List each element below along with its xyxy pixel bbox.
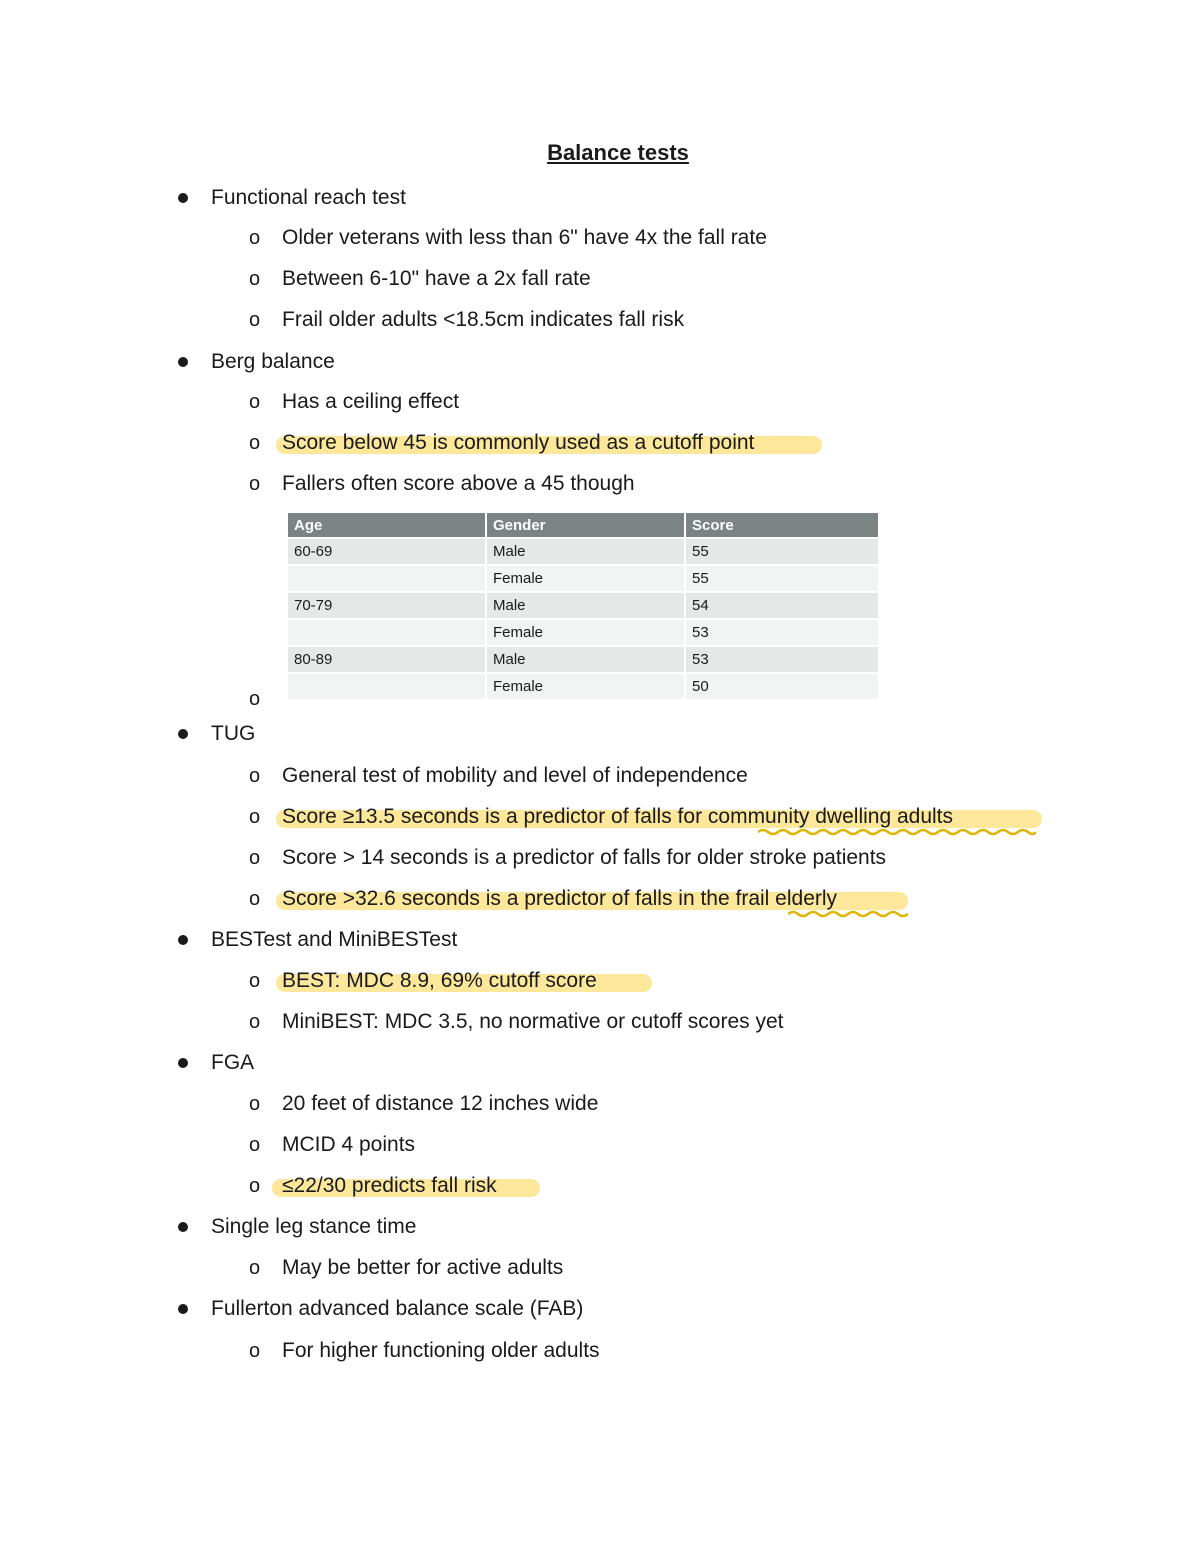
column-header-age: Age [288,513,486,538]
page-title: Balance tests [547,140,689,165]
sub-bullet-icon: o [249,391,261,413]
section-heading-best: BESTest and MiniBESTest [211,928,458,951]
cell-score: 54 [685,592,879,619]
sub-bullet-icon: o [249,888,261,910]
sub-bullet-icon: o [249,432,261,454]
cell-gender: Male [486,592,685,619]
sub-item-highlighted: Score below 45 is commonly used as a cutoff point [282,431,755,454]
sub-bullet-icon: o [249,1011,261,1033]
cell-age [288,619,486,646]
sub-item-highlighted: Score >32.6 seconds is a predictor of falls in the frail elderly [282,887,838,910]
cell-age [288,565,486,592]
column-header-score: Score [685,513,879,538]
cell-gender: Female [486,565,685,592]
bullet-icon [178,357,188,367]
sub-item: May be better for active adults [282,1256,564,1279]
sub-item-highlighted: ≤22/30 predicts fall risk [282,1174,497,1197]
sub-item: Fallers often score above a 45 though [282,472,635,495]
cell-age [288,673,486,699]
cell-gender: Male [486,538,685,565]
sub-bullet-icon: o [249,268,261,290]
table-row [288,592,879,619]
sub-bullet-icon: o [249,1134,261,1156]
cell-score: 55 [685,538,879,565]
bullet-icon [178,729,188,739]
sub-item: General test of mobility and level of independence [282,764,748,787]
bullet-icon [178,193,188,203]
sub-item: MCID 4 points [282,1133,416,1156]
section-heading-fga: FGA [211,1051,255,1074]
cell-gender: Female [486,619,685,646]
table-row [288,619,879,646]
sub-item-highlighted: Score ≥13.5 seconds is a predictor of falls for community dwelling adults [282,805,954,828]
sub-item: Frail older adults <18.5cm indicates fall risk [282,308,685,331]
sub-item: MiniBEST: MDC 3.5, no normative or cutoff scores yet [282,1010,784,1033]
sub-bullet-icon: o [249,473,261,495]
sub-item: Older veterans with less than 6" have 4x the fall rate [282,226,767,249]
cell-score: 53 [685,646,879,673]
section-heading-fab: Fullerton advanced balance scale (FAB) [211,1297,584,1320]
cell-score: 53 [685,619,879,646]
sub-bullet-icon: o [249,765,261,787]
section-heading-frt: Functional reach test [211,186,406,209]
cell-score: 55 [685,565,879,592]
sub-bullet-icon: o [249,1340,261,1362]
sub-bullet-icon: o [249,688,261,710]
cell-gender: Male [486,646,685,673]
sub-bullet-icon: o [249,1175,261,1197]
sub-bullet-icon: o [249,1093,261,1115]
sub-item: 20 feet of distance 12 inches wide [282,1092,599,1115]
table-row [288,538,879,565]
bullet-icon [178,1058,188,1068]
table-row [288,565,879,592]
bullet-icon [178,935,188,945]
section-heading-berg: Berg balance [211,350,335,373]
cell-gender: Female [486,673,685,699]
cell-age: 80-89 [288,646,486,673]
sub-item: Between 6-10" have a 2x fall rate [282,267,591,290]
section-heading-sls: Single leg stance time [211,1215,417,1238]
sub-bullet-icon: o [249,970,261,992]
table-row [288,673,879,699]
cell-age: 60-69 [288,538,486,565]
spellcheck-squiggle-icon [788,910,908,918]
sub-bullet-icon: o [249,309,261,331]
sub-bullet-icon: o [249,847,261,869]
sub-item-highlighted: BEST: MDC 8.9, 69% cutoff score [282,969,597,992]
bullet-icon [178,1304,188,1314]
spellcheck-squiggle-icon [758,828,1036,836]
sub-bullet-icon: o [249,227,261,249]
column-header-gender: Gender [486,513,685,538]
sub-bullet-icon: o [249,806,261,828]
sub-item: For higher functioning older adults [282,1339,600,1362]
sub-item: Score > 14 seconds is a predictor of falls for older stroke patients [282,846,887,869]
table-header-row [288,513,879,538]
cell-score: 50 [685,673,879,699]
cell-age: 70-79 [288,592,486,619]
bullet-icon [178,1222,188,1232]
berg-norms-table [288,513,880,699]
sub-item: Has a ceiling effect [282,390,460,413]
sub-bullet-icon: o [249,1257,261,1279]
table-row [288,646,879,673]
section-heading-tug: TUG [211,722,256,745]
